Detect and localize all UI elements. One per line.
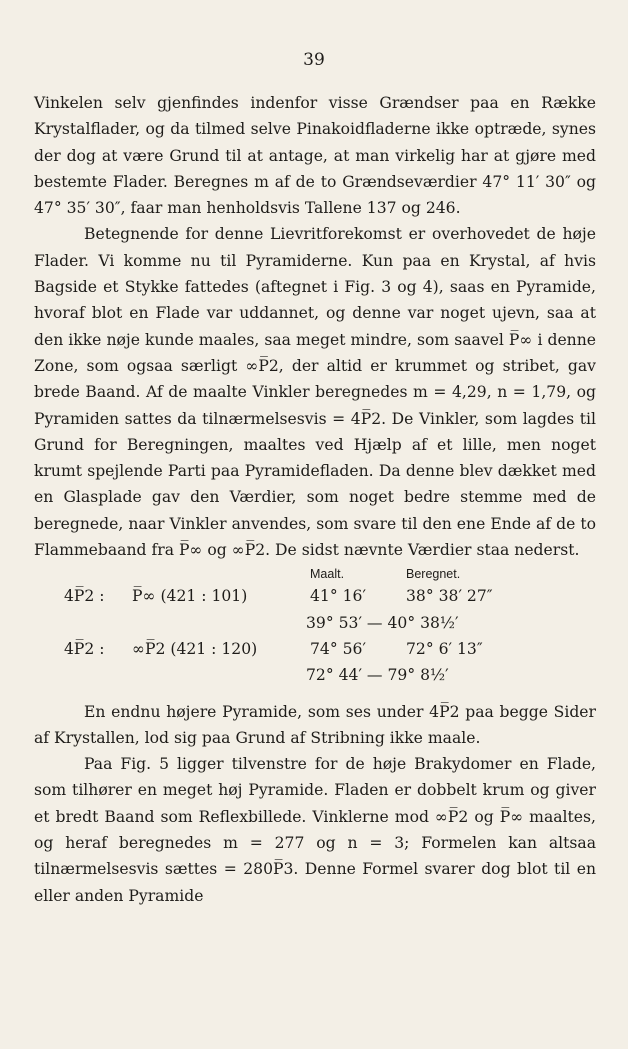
measurement-table bbox=[34, 565, 596, 688]
table-header bbox=[34, 565, 596, 583]
row-index: P̅∞ (421 : 101) bbox=[132, 587, 248, 606]
paragraph-2: Betegnende for denne Lievritforekomst er overhovedet de høje Flader. Vi komme nu til Pyramiderne. Kun paa en Krystal, af hvis Bagside et Stykke fattedes (aftegnet i Fig. 3 og 4), saas en Pyramide, hvoraf blot en Flade var uddannet, og denne var noget ujevn, saa at den ikke nøje kunde maales, saa meget mindre, som saavel P̅∞ i denne Zone, som ogsaa særligt ∞P̅2, der altid er krummet og stribet, gav brede Baand. Af de maalte Vinkler beregnedes m = 4,29, n = 1,79, og Pyramiden sattes da tilnærmelsesvis = 4P̅2. De Vinkler, som lagdes til Grund for Beregningen, maaltes ved Hjælp af et lille, men noget krumt spejlende Parti paa Pyramidefladen. Da denne blev dækket med en Glasplade gav den Værdier, som noget bedre stemme med de beregnede, naar Vinkler anvendes, som svare til den ene Ende af de to Flammebaand fra P̅∞ og ∞P̅2. De sidst nævnte Værdier staa nederst. bbox=[34, 225, 596, 560]
paragraph-3: En endnu højere Pyramide, som ses under 4P̅2 paa begge Sider af Krystallen, lod sig paa Grund af Stribning ikke maale. bbox=[34, 702, 596, 747]
row-maalt: 41° 16′ bbox=[310, 587, 366, 606]
page-number: 39 bbox=[303, 50, 325, 70]
row-range: 72° 44′ — 79° 8½′ bbox=[306, 666, 449, 685]
row-symbol: 4P̅2 : bbox=[64, 587, 105, 606]
row-beregnet: 72° 6′ 13″ bbox=[406, 639, 483, 658]
table-row bbox=[34, 636, 596, 662]
row-index: ∞P̅2 (421 : 120) bbox=[132, 639, 258, 658]
header-maalt: Maalt. bbox=[310, 567, 345, 582]
row-maalt: 74° 56′ bbox=[310, 639, 366, 658]
row-beregnet: 38° 38′ 27″ bbox=[406, 587, 493, 606]
table-row bbox=[34, 583, 596, 609]
paragraph-4: Paa Fig. 5 ligger tilvenstre for de høje Brakydomer en Flade, som tilhører en meget høj Pyramide. Fladen er dobbelt krum og giver et bredt Baand som Reflexbillede. Vinklerne mod ∞P̅2 og P̅∞ maaltes, og heraf beregnedes m = 277 og n = 3; Formelen kan altsaa tilnærmelsesvis sættes = 280P̅3. Denne Formel svarer dog blot til en eller anden Pyramide bbox=[34, 755, 596, 905]
row-range: 39° 53′ — 40° 38½′ bbox=[306, 613, 459, 632]
paragraph-1: Vinkelen selv gjenfindes indenfor visse Grændser paa en Række Krystalflader, og da tilmed selve Pinakoidfladerne ikke optræde, synes der dog at være Grund til at antage, at man virkelig har at gjøre med bestemte Flader. Beregnes m af de to Grændseværdier 47° 11′ 30″ og 47° 35′ 30″, faar man henholdsvis Tallene 137 og 246. bbox=[34, 94, 596, 218]
header-beregnet: Beregnet. bbox=[406, 567, 461, 582]
body-text bbox=[34, 90, 596, 909]
row-symbol: 4P̅2 : bbox=[64, 639, 105, 658]
